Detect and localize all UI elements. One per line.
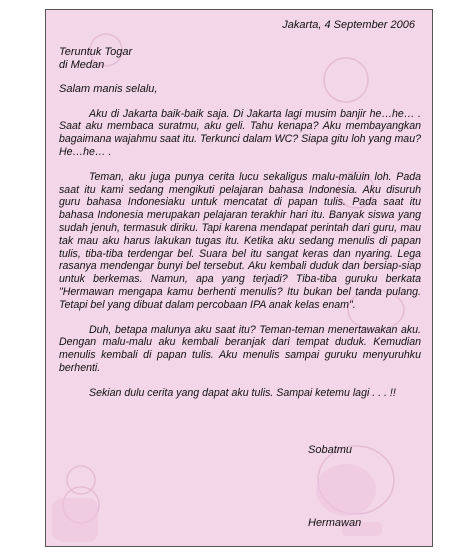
letter-body [59, 19, 421, 400]
signature-name: Hermawan [308, 517, 362, 529]
greeting: Salam manis selalu, [59, 82, 158, 95]
paragraph-3: Duh, betapa malunya aku saat itu? Teman-teman menertawakan aku. Dengan malu-malu aku kembali beranjak dari tempat duduk. Kemudian menulis kembali di papan tulis. Aku menulis sampai guruku menyuruhku berhenti. [59, 323, 421, 374]
recipient-location: di Medan [59, 58, 105, 71]
letter-date: Jakarta, 4 September 2006 [282, 19, 415, 31]
paragraph-2: Teman, aku juga punya cerita lucu sekaligus malu-maluin loh. Pada saat itu kami sedang mengikuti pelajaran bahasa Indonesia. Aku disuruh guru bahasa Indonesiaku untuk mencatat di papan tulis. Pada saat itu bahasa Indonesia merupakan pelajaran terakhir hari itu. Banyak siswa yang sudah jenuh, termasuk diriku. Tapi karena mendapat perintah dari guru, mau tak mau aku harus lakukan tugas itu. Ketika aku sedang menulis di papan tulis, tiba-tiba terdengar bel. Suara bel itu sangat keras dan nyaring. Lega rasanya mendengar bunyi bel tersebut. Aku kembali duduk dan bersiap-siap untuk berkemas. Namun, apa yang terjadi? Tiba-tiba guruku berkata "Hermawan mengapa kamu berhenti menulis? Itu bukan bel tanda pulang. Tetapi bel yang dibuat dalam percobaan IPA anak kelas enam". [59, 170, 421, 311]
letter-paper [45, 9, 433, 547]
recipient [59, 46, 421, 72]
signoff: Sobatmu [308, 444, 353, 456]
recipient-name: Teruntuk Togar [59, 45, 133, 58]
closing-line: Sekian dulu cerita yang dapat aku tulis. Sampai ketemu lagi . . . !! [89, 386, 396, 399]
paragraph-1: Aku di Jakarta baik-baik saja. Di Jakarta lagi musim banjir he…he… . Saat aku membaca suratmu, aku geli. Tahu kenapa? Aku membayangkan bagaimana wajahmu saat itu. Terkunci dalam WC? Siapa gitu loh yang mau? He…he… . [59, 107, 421, 158]
